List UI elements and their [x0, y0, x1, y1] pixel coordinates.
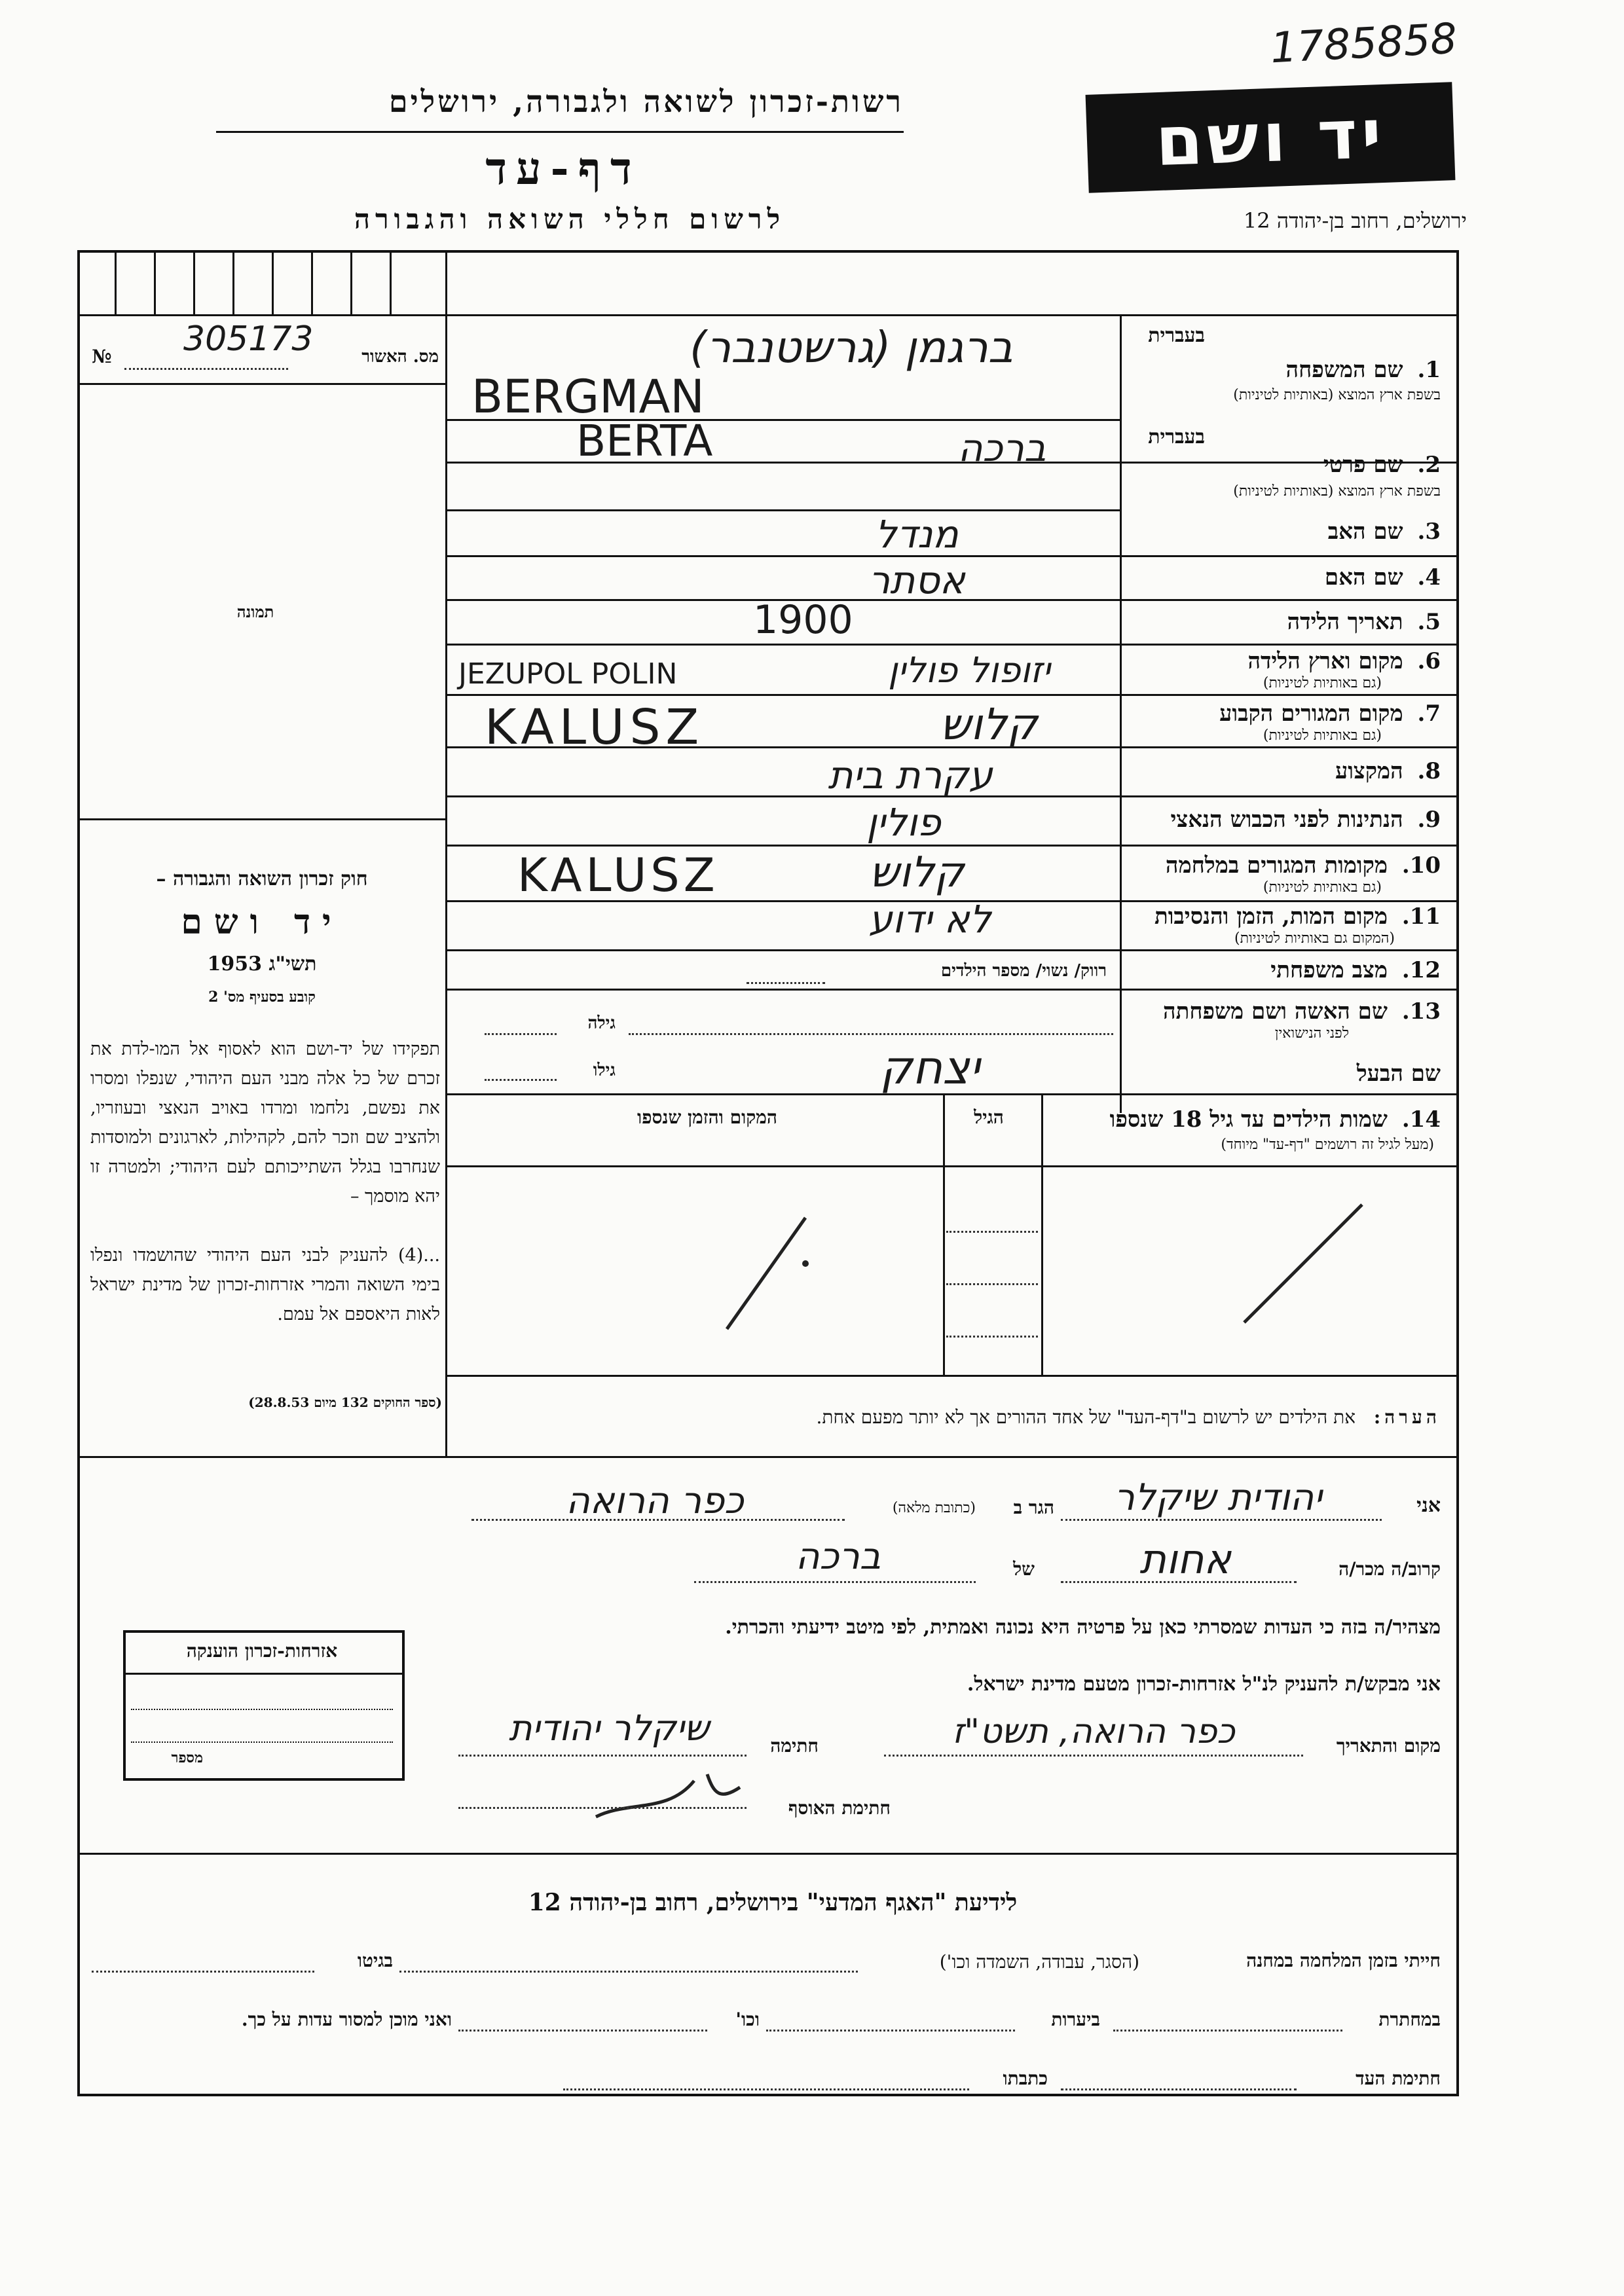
law-text-1: תפקידו של יד-ושם הוא לאסוף אל המו-לדת את זכרם של כל אלה מבני העם היהודי, שנפלו ומסרו את נפשם, נלחמו ומרדו באויב הנאצי ובעוזריו, ולהציב שם וזכר להם, לקהילות, לארגונים ולמוסדות שנחרבו בגלל השתייכותם לעם היהודי; ולמטרה זו יהא מוסמך – — [90, 1039, 440, 1207]
logo-text: יד ושם — [1154, 93, 1387, 182]
forests-label: ביערות — [1051, 2009, 1100, 2030]
place-date-value: כפר הרואה, תשט"ז — [952, 1712, 1235, 1751]
field-1-sub: בשפת ארץ המוצא (באותיות לטיניות) — [1233, 387, 1441, 403]
row-line — [445, 949, 1459, 951]
field-10-value-latin: KALUSZ — [517, 848, 719, 902]
field-9-value: פולין — [866, 800, 941, 845]
field-13-text: שם האשה ושם משפחתה — [1163, 998, 1388, 1025]
relation-label: קרוב/ה מכר/ה — [1338, 1558, 1441, 1580]
law-name: יד ושם — [181, 902, 343, 942]
field-4-num: 4. — [1417, 564, 1441, 591]
signature-line — [458, 1755, 747, 1757]
declarant-name: יהודית שיקלר — [1114, 1476, 1322, 1519]
law-ref: (ספר החוקים 132 מיום 28.8.53) — [248, 1394, 442, 1410]
archive-number: 1785858 — [1269, 14, 1458, 73]
field-11-value: לא ידוע — [868, 897, 991, 941]
row-line — [445, 989, 1459, 991]
field-4-text: שם האם — [1324, 564, 1403, 591]
field-5-label — [1133, 609, 1441, 635]
field-1-value-he: ברגמן (גרשטנבר) — [690, 322, 1013, 373]
camp-hint: (הסגר, עבודה, השמדה וכו') — [939, 1951, 1139, 1973]
field-6-sub: (גם באותיות לטיניות) — [1263, 675, 1382, 691]
field-12-options: רווק/ נשוי/ מספר הילדים — [940, 961, 1107, 981]
approval-no-prefix: № — [92, 346, 112, 367]
approval-number: 305173 — [183, 319, 314, 359]
authority-underline — [216, 131, 904, 133]
field-8-num: 8. — [1417, 758, 1441, 784]
forests-line — [766, 2030, 1015, 2032]
field-4-label — [1133, 564, 1441, 591]
field-3-label — [1133, 519, 1441, 545]
field-2-text: שם פרטי — [1323, 452, 1403, 478]
witness-signature-label: חתימת העד — [1356, 2068, 1441, 2089]
place-date-label: מקום והתאריך — [1336, 1735, 1441, 1757]
note-bottom-line — [77, 1456, 1459, 1458]
field-13-label — [1133, 998, 1441, 1025]
field-1-value-latin: BERGMAN — [471, 370, 705, 424]
wife-age-label: גילה — [587, 1013, 616, 1033]
underground-line — [1113, 2030, 1342, 2032]
approval-line — [124, 368, 288, 370]
field-2-value-latin: BERTA — [576, 416, 713, 466]
field-7-value-he: קלוש — [940, 699, 1038, 750]
strip-cell — [350, 250, 352, 314]
husband-age-label: גילו — [593, 1061, 616, 1080]
yad-vashem-logo — [1086, 82, 1456, 192]
strip-cell — [311, 250, 313, 314]
etc-label: וכו' — [735, 2009, 760, 2030]
field-7-value-latin: KALUSZ — [485, 699, 705, 756]
signature-label: חתימה — [770, 1735, 819, 1757]
field-12-text: מצב משפחתי — [1270, 957, 1388, 983]
field-14-sub: (מעל לגיל זה רושמים "דף-עד" מיוחד) — [1221, 1137, 1434, 1153]
field-13-num: 13. — [1401, 998, 1441, 1025]
field-6-num: 6. — [1417, 648, 1441, 674]
address-bottom-label: כתבתו — [1003, 2068, 1048, 2089]
declaration-text: מצהיר/ה בזה כי העדות שמסרתי כאן על פרטיה היא נכונה ואמתית, לפי מיטב ידיעתי והכרתי. — [725, 1616, 1441, 1639]
field-1-label — [1133, 357, 1441, 383]
field-11-num: 11. — [1401, 903, 1441, 930]
strike-mark-2 — [1244, 1205, 1362, 1322]
strip-cell — [232, 250, 234, 314]
field-10-num: 10. — [1401, 852, 1441, 879]
children-col-place: המקום והזמן שנספו — [637, 1106, 777, 1128]
field-11-label — [1133, 903, 1441, 930]
camp-line — [399, 1971, 858, 1973]
underground-label: במחתרת — [1378, 2009, 1441, 2030]
strike-mark-1 — [727, 1218, 805, 1329]
relation-value: אחות — [1139, 1535, 1231, 1583]
of-line — [694, 1581, 976, 1583]
signature-value: שיקלר יהודית — [508, 1707, 710, 1749]
law-text-2: ...(4) להעניק לבני העם היהודי שהושמדו ונפלו בימי השואה והמרי אזרחות-זכרון של מדינת ישראל לאות היאספם אל עמם. — [90, 1245, 440, 1324]
form-subtitle: לרשום חללי השואה והגבורה — [354, 203, 786, 235]
field-7-num: 7. — [1417, 701, 1441, 727]
camp-label: חייתי בזמן המלחמה במחנה — [1246, 1950, 1441, 1971]
approval-bottom-line — [77, 383, 445, 385]
address-line — [471, 1519, 845, 1521]
field-6-value-he: יזופול פולין — [888, 649, 1050, 691]
law-year: תשי"ג 1953 — [207, 953, 317, 975]
authority-title: רשות-זכרון לשואה ולגבורה, ירושלים — [388, 84, 904, 119]
children-header-line — [445, 1165, 1459, 1167]
citizenship-line — [123, 1673, 405, 1675]
field-12-line — [747, 982, 825, 984]
strip-cell — [390, 250, 392, 314]
note-text: את הילדים יש לרשום ב"דף-העד" של אחד ההורים אך לא יותר מפעם אחת. — [816, 1406, 1356, 1428]
field-2-num: 2. — [1417, 452, 1441, 478]
field-7-label — [1133, 701, 1441, 727]
address: ירושלים, רחוב בן-יהודה 12 — [1243, 208, 1467, 233]
row-line — [445, 509, 1120, 511]
field-1-text: שם המשפחה — [1285, 357, 1403, 383]
wife-age-line — [485, 1033, 557, 1035]
field-11-text: מקום המות, הזמן והנסיבות — [1154, 903, 1388, 930]
field-3-value: מנדל — [875, 512, 959, 556]
resides-label: הגר ב — [1013, 1497, 1054, 1518]
form-title: דף-עד — [485, 143, 641, 195]
address-value: כפר הרואה — [566, 1480, 744, 1522]
field-9-num: 9. — [1417, 807, 1441, 833]
children-col-age: הגיל — [974, 1106, 1004, 1128]
top-strip-line — [77, 314, 1459, 316]
bottom-section-line — [77, 1853, 1459, 1855]
citizenship-title: אזרחות-זכרון הוענקה — [186, 1640, 338, 1662]
declarant-i-label: אני — [1416, 1494, 1441, 1517]
field-8-value: עקרת בית — [828, 753, 993, 797]
address-bottom-line — [563, 2088, 969, 2090]
left-column-divider — [445, 250, 447, 1456]
husband-age-line — [485, 1079, 557, 1081]
field-7-sub: (גם באותיות לטיניות) — [1263, 727, 1382, 744]
place-date-line — [884, 1755, 1303, 1757]
field-9-text: הנתינות לפני הכבוש הנאצי — [1170, 807, 1403, 833]
of-label: של — [1013, 1558, 1035, 1580]
ghetto-label: בגיטו — [357, 1950, 393, 1971]
label-column-divider — [1120, 314, 1122, 1113]
collector-line — [458, 1807, 747, 1809]
strip-cell — [154, 250, 156, 314]
citizenship-line — [131, 1709, 393, 1710]
ghetto-line — [92, 1971, 314, 1973]
husband-value: יצחק — [879, 1041, 980, 1095]
photo-bottom-line — [77, 818, 445, 820]
field-6-value-latin: JEZUPOL POLIN — [458, 657, 678, 691]
children-strike-marks — [707, 1192, 1401, 1336]
strip-cell — [272, 250, 274, 314]
field-2-label — [1133, 452, 1441, 478]
law-title: חוק זכרון השואה והגבורה – — [156, 867, 368, 890]
field-5-value: 1900 — [753, 597, 853, 643]
field-13-sub: לפני הנישואין — [1274, 1025, 1349, 1042]
row-line — [445, 644, 1459, 646]
field-14-num: 14. — [1401, 1106, 1441, 1133]
field-12-num: 12. — [1401, 957, 1441, 983]
husband-label: שם הבעל — [1356, 1061, 1441, 1087]
strip-cell — [193, 250, 195, 314]
of-value: ברכה — [795, 1535, 881, 1578]
field-3-text: שם האב — [1327, 519, 1403, 545]
field-12-label — [1133, 957, 1441, 983]
citizenship-number-label: מספר — [171, 1749, 203, 1766]
law-clause: קובע בסעיף מס' 2 — [208, 989, 316, 1006]
field-2-value-he: ברכה — [957, 426, 1046, 470]
field-10-sub: (גם באותיות לטיניות) — [1263, 879, 1382, 896]
field-5-text: תאריך הלידה — [1287, 609, 1403, 635]
field-8-text: המקצוע — [1335, 758, 1403, 784]
field-11-sub: (המקום גם באותיות לטיניות) — [1234, 930, 1395, 947]
collector-label: חתימת האוסף — [788, 1797, 891, 1819]
declarant-name-line — [1061, 1519, 1382, 1521]
field-9-label — [1133, 807, 1441, 833]
row-line — [445, 845, 1459, 847]
strike-dot — [802, 1260, 809, 1267]
request-text: אני מבקש/ת להעניק לנ"ל אזרחות-זכרון מטעם מדינת ישראל. — [967, 1673, 1441, 1696]
photo-label: תמונה — [236, 602, 274, 621]
note-label: הערה: — [1373, 1406, 1441, 1428]
field-14-label — [1041, 1106, 1441, 1133]
lang-hebrew-1: בעברית — [1148, 324, 1205, 347]
children-bottom-line — [445, 1375, 1459, 1377]
field-10-label — [1133, 852, 1441, 879]
field-6-text: מקום וארץ הלידה — [1247, 648, 1403, 674]
strip-cell — [115, 250, 117, 314]
lang-hebrew-2: בעברית — [1148, 426, 1205, 448]
field-7-text: מקום המגורים הקבוע — [1219, 701, 1403, 727]
relation-line — [1061, 1581, 1297, 1583]
field-1-num: 1. — [1417, 357, 1441, 383]
etc-line — [458, 2030, 707, 2032]
testimony-text: ואני מוכן למסור עדות על כך. — [241, 2009, 452, 2030]
field-3-num: 3. — [1417, 519, 1441, 545]
field-5-num: 5. — [1417, 609, 1441, 635]
approval-label: מס. האשור — [361, 347, 439, 367]
citizenship-line — [131, 1741, 393, 1743]
row-line — [445, 694, 1459, 696]
field-6-label — [1133, 648, 1441, 674]
field-4-value: אסתר — [868, 558, 965, 602]
bottom-title: לידיעת "האגף המדעי" בירושלים, רחוב בן-יהודה 12 — [528, 1889, 1018, 1916]
witness-signature-line — [1061, 2088, 1297, 2090]
field-14-text: שמות הילדים עד גיל 18 שנספו — [1109, 1106, 1388, 1133]
collector-signature — [589, 1761, 773, 1827]
wife-name-line — [629, 1033, 1113, 1035]
address-hint: (כתובת מלאה) — [892, 1500, 976, 1516]
field-2-sub: בשפת ארץ המוצא (באותיות לטיניות) — [1233, 483, 1441, 500]
field-8-label — [1133, 758, 1441, 784]
children-row-line — [946, 1336, 1038, 1338]
field-10-value-he: קלוש — [869, 848, 965, 897]
field-10-text: מקומות המגורים במלחמה — [1165, 852, 1388, 879]
